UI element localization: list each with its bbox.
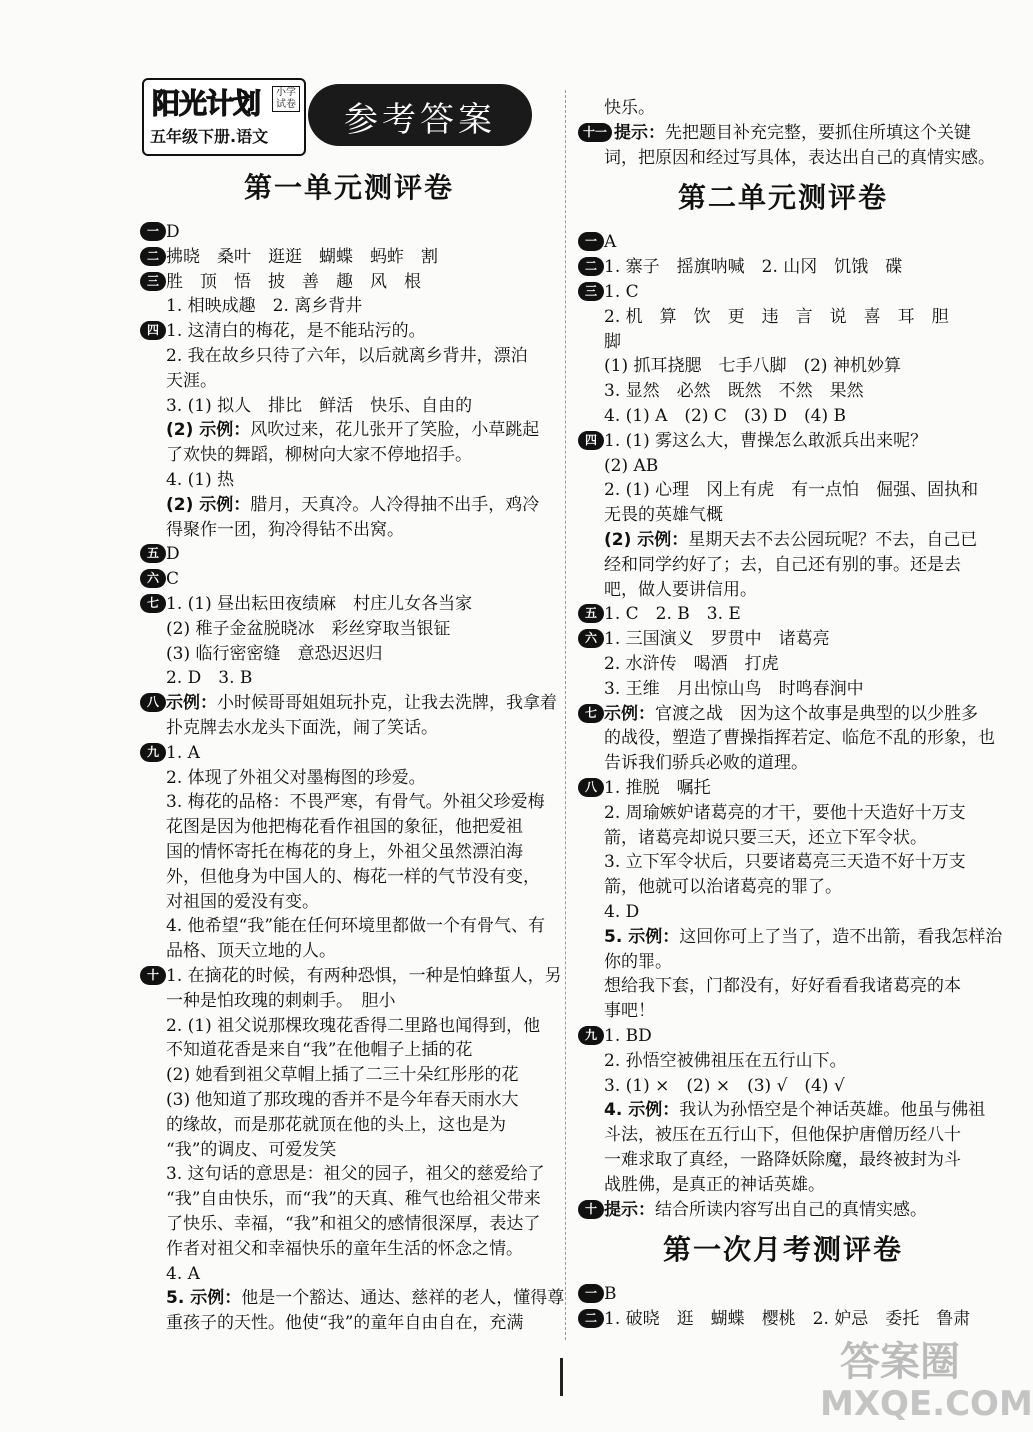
logo-title: 阳光计划 [152,87,261,120]
answer-text: (3) 临行密密缝 意恐迟迟归 [166,643,383,664]
column-divider [565,90,566,1340]
question-number-badge: 四 [578,431,604,450]
question-number-badge: 二 [140,247,166,266]
answer-text: 词，把原因和经过写具体，表达出自己的真情实感。 [604,147,995,168]
answer-text: 他是一个豁达、通达、慈祥的老人，懂得尊 [241,1288,565,1309]
answer-text: 风吹过来，花儿张开了笑脸，小草跳起 [250,420,540,441]
answer-text: 3. 梅花的品格：不畏严寒，有骨气。外祖父珍爱梅 [166,792,545,813]
watermark-logo: 答案圈 [840,1339,960,1385]
answer-text: 3. 王维 月出惊山鸟 时鸣春涧中 [604,678,864,699]
question-number-badge: 二 [578,257,604,276]
answer-label: 提示： [604,1199,655,1220]
answer-text: 3. 这句话的意思是：祖父的园子，祖父的慈爱给了 [166,1164,545,1185]
answer-text: (2) 她看到祖父草帽上插了二三十朵红彤彤的花 [166,1065,519,1086]
answer-text: 3. 显然 必然 既然 不然 果然 [604,381,864,402]
answer-text: 腊月，天真冷。人冷得抽不出手，鸡冷 [250,494,540,515]
answer-text: 拂晓 桑叶 逛逛 蝴蝶 蚂蚱 割 [166,246,438,267]
answer-label: (2) 示例： [166,494,251,515]
answer-text: 这回你可上了当了，造不出箭，看我怎样治 [679,926,1003,947]
answer-text: 官渡之战 因为这个故事是典型的以少胜多 [655,703,978,724]
answer-text: 你的罪。 [604,951,672,972]
question-number-badge: 一 [578,1284,604,1303]
answer-text: 4. (1) A (2) C (3) D (4) B [604,406,846,426]
question-number-badge: 十一 [578,123,612,142]
section-heading: 第一次月考测评卷 [662,1233,903,1267]
question-number-badge: 二 [578,1309,604,1328]
answer-text: 2. 周瑜嫉妒诸葛亮的才干，要他十天造好十万支 [604,802,966,823]
answer-text: 2. (1) 祖父说那棵玫瑰花香得二里路也闻得到，他 [166,1015,541,1036]
answer-text: 国的情怀寄托在梅花的身上，外祖父虽然漂泊海 [166,842,523,862]
answer-text: (3) 他知道了那玫瑰的香并不是今年春天雨水大 [166,1090,519,1110]
answer-text: (1) 抓耳挠腮 七手八脚 (2) 神机妙算 [604,356,901,377]
answer-text: 2. 水浒传 喝酒 打虎 [604,654,779,674]
answer-text: 先把题目补充完整，要抓住所填这个关键 [665,122,971,143]
answer-text: 战胜佛，是真正的神话英雄。 [604,1174,825,1195]
answer-text: 3. 立下军令状后，只要诸葛亮三天造不好十万支 [604,852,966,873]
answer-text: 天涯。 [166,370,217,391]
answer-text: 事吧！ [604,1001,655,1022]
answer-text: 1. 相映成趣 2. 离乡背井 [166,296,363,317]
question-number-badge: 八 [140,693,166,712]
answer-text: 脚 [604,331,621,352]
answer-text: B [604,1284,617,1305]
answer-text: 1. 破晓 逛 蝴蝶 樱桃 2. 妒忌 委托 鲁肃 [604,1309,971,1330]
answer-text: 了欢快的舞蹈，柳树向大家不停地招手。 [166,445,472,466]
answer-label: 5. 示例： [604,926,680,947]
answer-text: 花图是因为他把梅花看作祖国的象征，他把爱祖 [166,817,523,838]
answer-text: 1. BD [604,1026,652,1046]
question-number-badge: 六 [578,629,604,648]
question-number-badge: 四 [140,321,166,340]
answer-text: 快乐。 [604,98,655,118]
answer-text: 扑克牌去水龙头下面洗，闹了笑话。 [166,718,438,738]
answer-text: 2. 我在故乡只待了六年，以后就离乡背井，漂泊 [166,346,528,366]
answer-text: 箭，诸葛亮却说只要三天，还立下军令状。 [604,827,927,848]
answer-text: 1. A [166,742,200,763]
answer-text: 作者对祖父和幸福快乐的童年生活的怀念之情。 [166,1238,523,1259]
answer-text: 1. (1) 雾这么大，曹操怎么敢派兵出来呢？ [604,430,928,451]
answer-text: 2. 机 算 饮 更 违 言 说 喜 耳 胆 [604,306,949,327]
answer-text: “我”的调皮、可爱发笑 [166,1139,337,1160]
answer-text: 3. (1) 拟人 排比 鲜活 快乐、自由的 [166,395,473,416]
answer-text: 品格、顶天立地的人。 [166,941,336,962]
answer-label: 提示： [614,122,665,143]
answer-text: 的战役，塑造了曹操指挥若定、临危不乱的形象，也 [604,728,995,749]
question-number-badge: 七 [578,704,604,723]
question-number-badge: 十 [578,1200,604,1219]
question-number-badge: 八 [578,778,604,797]
answer-text: 4. D [604,902,640,922]
answer-text: A [604,232,617,253]
answer-text: 不知道花香是来自“我”在他帽子上插的花 [166,1040,473,1061]
answer-label: (2) 示例： [166,420,251,441]
answer-label: 5. 示例： [166,1288,242,1309]
answer-text: 对祖国的爱没有变。 [166,891,319,912]
answer-label: 示例： [604,703,655,724]
answer-text: D [166,544,180,565]
question-number-badge: 一 [578,232,604,251]
answer-banner-text: 参考答案 [344,100,496,140]
section-heading: 第二单元测评卷 [677,181,888,215]
question-number-badge: 十 [140,966,166,985]
brand-logo [142,78,306,156]
answer-text: 箭，他就可以治诸葛亮的罪了。 [604,877,842,898]
answer-text: 1. (1) 昼出耘田夜绩麻 村庄儿女各当家 [166,594,473,614]
answer-text: 1. 这清白的梅花，是不能玷污的。 [166,321,426,342]
watermark-url: MXQE.COM [820,1384,1033,1424]
answer-text: (2) AB [604,455,659,476]
answer-text: 4. (1) 热 [166,470,235,490]
answer-text: 1. 推脱 嘱托 [604,778,711,798]
question-number-badge: 五 [578,604,604,623]
question-number-badge: 五 [140,544,166,563]
question-number-badge: 三 [140,272,166,291]
answer-text: 4. A [166,1263,200,1284]
answer-text: 2. D 3. B [166,668,253,689]
answer-text: 小时候哥哥姐姐玩扑克，让我去洗牌，我拿着 [217,693,557,714]
answer-text: 告诉我们骄兵必败的道理。 [604,753,808,774]
answer-text: 吧，做人要讲信用。 [604,579,757,600]
answer-text: 一种是怕玫瑰的刺刺手。 胆小 [166,990,396,1011]
answer-text: 的缘故，而是那花就顶在他的头上，这也是为 [166,1114,506,1135]
answer-label: 示例： [166,693,217,714]
answer-text: 无畏的英雄气概 [604,505,723,526]
answer-text: 1. 寨子 摇旗呐喊 2. 山冈 饥饿 碟 [604,257,903,278]
answer-text: 斗法，被压在五行山下，但他保护唐僧历经八十 [604,1125,961,1146]
section-heading: 第一单元测评卷 [243,171,454,204]
answer-text: 1. 在摘花的时候，有两种恐惧，一种是怕蜂蜇人，另 [166,966,562,986]
answer-label: 4. 示例： [604,1100,680,1121]
question-number-badge: 九 [578,1026,604,1045]
question-number-badge: 七 [140,594,166,613]
answer-text: (2) 稚子金盆脱晓冰 彩丝穿取当银钲 [166,618,451,639]
answer-text: 1. C [604,282,639,302]
answer-text: 了快乐、幸福，“我”和祖父的感情很深厚，表达了 [166,1214,541,1234]
answer-text: D [166,222,180,242]
answer-text: 胜 顶 悟 披 善 趣 风 根 [166,271,421,292]
logo-subtitle: 五年级下册.语文 [150,127,269,146]
answer-text: 2. 孙悟空被佛祖压在五行山下。 [604,1050,847,1071]
answer-text: 想给我下套，门都没有，好好看看我诸葛亮的本 [604,976,961,997]
answer-text: 2. (1) 心理 冈上有虎 有一点怕 倔强、固执和 [604,480,979,501]
answer-text: 1. C 2. B 3. E [604,604,741,625]
answer-text: 经和同学约好了；去，自己还有别的事。还是去 [604,554,961,575]
answer-label: (2) 示例： [604,530,689,550]
answer-text: 4. 他希望“我”能在任何环境里都做一个有骨气、有 [166,916,546,937]
logo-tag: 小学试卷 [272,86,300,112]
answer-text: 得聚作一团，狗冷得钻不出窝。 [166,519,404,540]
answer-banner [308,84,532,146]
question-number-badge: 三 [578,282,604,301]
page-mark [560,1358,563,1396]
answer-text: 结合所读内容写出自己的真情实感。 [655,1199,927,1220]
answer-text: 1. 三国演义 罗贯中 诸葛亮 [604,629,830,650]
question-number-badge: 九 [140,743,166,762]
question-number-badge: 一 [140,222,166,241]
answer-text: 3. (1) × (2) × (3) √ (4) √ [604,1075,845,1096]
question-number-badge: 六 [140,569,166,588]
answer-text: “我”自由快乐，而“我”的天真、稚气也给祖父带来 [166,1189,541,1210]
answer-text: 一难求取了真经，一路降妖除魔，最终被封为斗 [604,1150,961,1170]
answer-text: 重孩子的天性。他使“我”的童年自由自在，充满 [166,1313,524,1334]
answer-text: C [166,569,180,590]
answer-text: 星期天去不去公园玩呢？不去，自己已 [688,530,978,550]
answer-text: 外，但他身为中国人的、梅花一样的气节没有变， [166,866,540,887]
answer-text: 2. 体现了外祖父对墨梅图的珍爱。 [166,767,426,788]
answer-text: 我认为孙悟空是个神话英雄。他虽与佛祖 [679,1100,986,1121]
